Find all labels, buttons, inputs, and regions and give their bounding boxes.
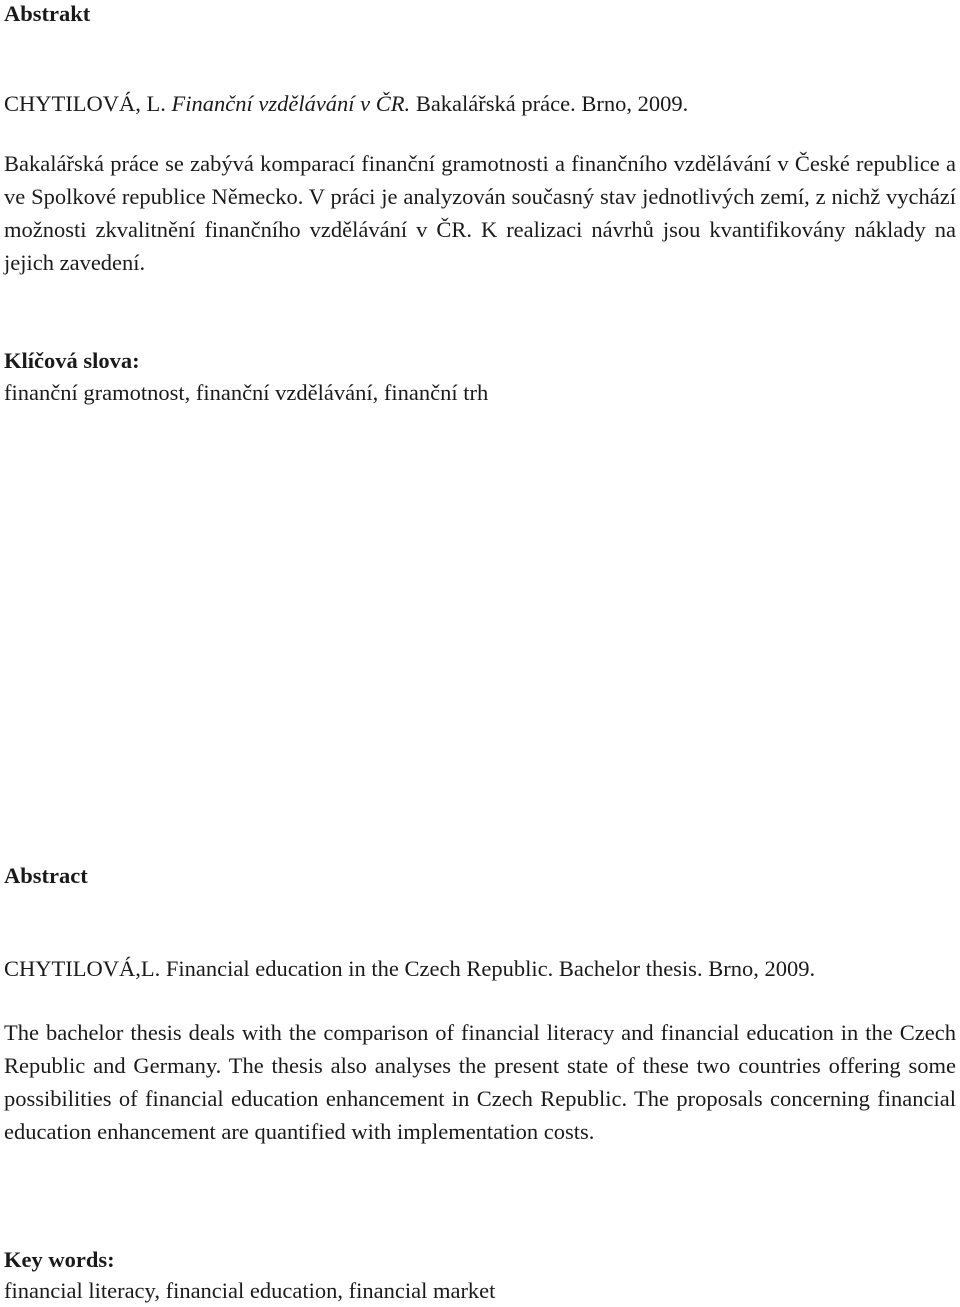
english-abstract-heading: Abstract — [4, 863, 88, 888]
czech-abstract-heading: Abstrakt — [4, 1, 91, 26]
english-keywords-label: Key words: — [4, 1247, 115, 1272]
czech-citation — [4, 87, 956, 120]
english-abstract-body: The bachelor thesis deals with the comparison of financial literacy and financial education in the Czech Republic and Germany. The thesis also analyses the present state of these two countries offering some possibilities of financial education enhancement in Czech Republic. The proposals concerning financial education enhancement are quantified with implementation costs. — [4, 1020, 956, 1144]
czech-citation-author: CHYTILOVÁ, L. — [4, 91, 166, 116]
english-keywords: financial literacy, financial education, financial market — [4, 1278, 496, 1303]
czech-abstract-body: Bakalářská práce se zabývá komparací finanční gramotnosti a finančního vzdělávání v České republice a ve Spolkové republice Německo. V práci je analyzován současný stav jednotlivých zemí, z nichž vychází možnosti zkvalitnění finančního vzdělávání v ČR. K realizaci návrhů jsou kvantifikovány náklady na jejich zavedení. — [4, 151, 956, 275]
czech-citation-details: Bakalářská práce. Brno, 2009. — [415, 91, 689, 116]
czech-keywords-label: Klíčová slova: — [4, 348, 140, 373]
czech-keywords: finanční gramotnost, finanční vzdělávání, finanční trh — [4, 380, 489, 405]
czech-citation-title: Finanční vzdělávání v ČR. — [171, 91, 411, 116]
english-citation: CHYTILOVÁ,L. Financial education in the Czech Republic. Bachelor thesis. Brno, 2009. — [4, 956, 816, 981]
